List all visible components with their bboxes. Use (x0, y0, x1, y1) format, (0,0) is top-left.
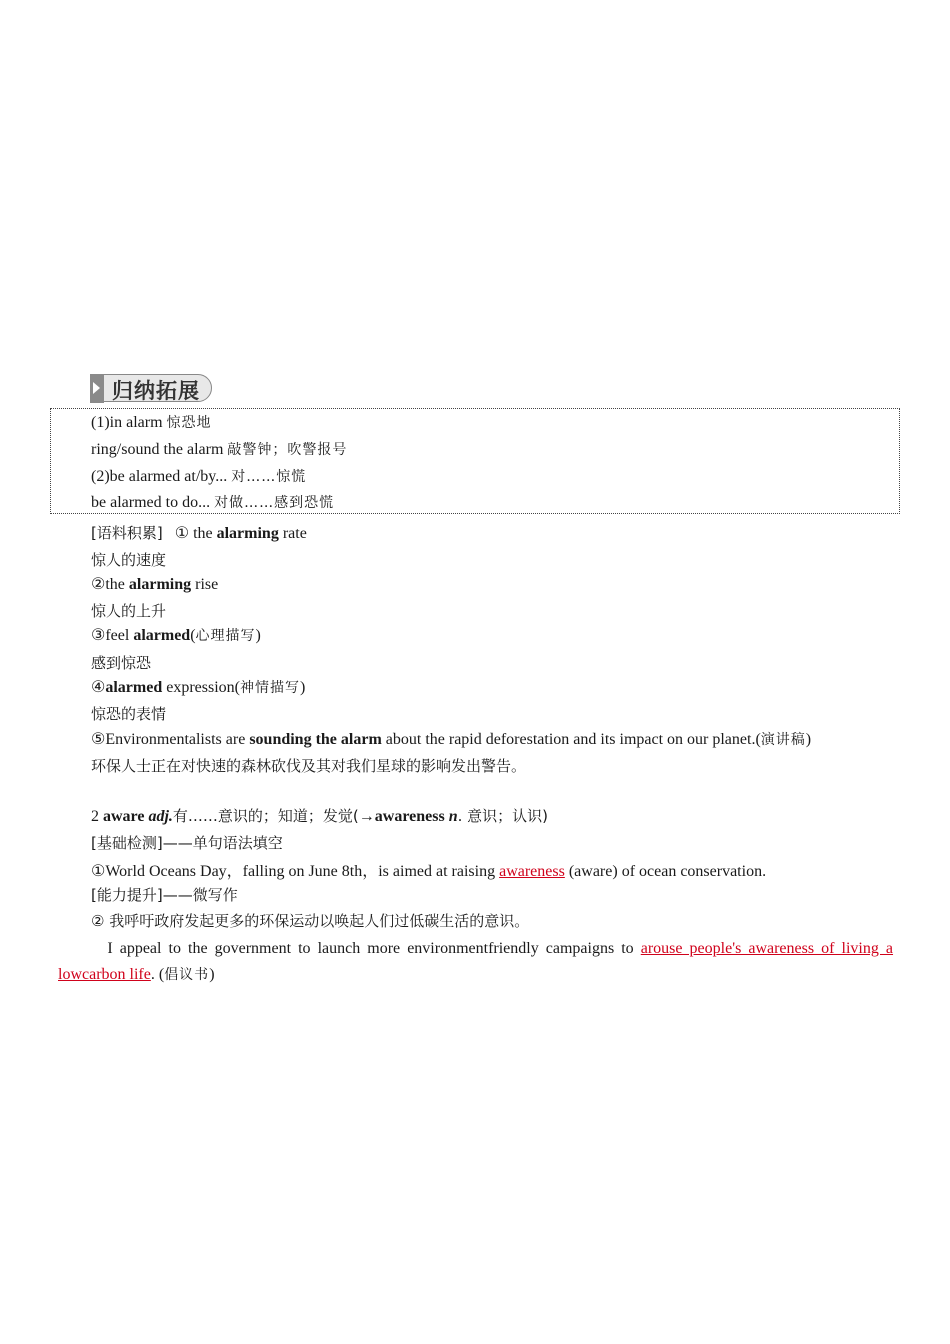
entry-2-derivative: awareness (374, 808, 445, 825)
ability-answer (58, 936, 893, 988)
corpus-example-2-pre: ②the (91, 576, 129, 593)
ability-tag: [能力提升] (91, 886, 163, 904)
section-header-title: 归纳拓展 (112, 379, 200, 403)
ability-instruction: ——微写作 (162, 886, 238, 904)
box-line-2-en: ring/sound the alarm (91, 441, 228, 458)
arrow-right-icon: → (358, 808, 375, 825)
ability-answer-close: ) (209, 966, 215, 983)
corpus-example-1 (91, 522, 307, 543)
box-line-2 (91, 439, 347, 459)
box-line-3 (91, 466, 306, 486)
entry-2-number: 2 (91, 808, 103, 825)
corpus-example-2-post: rise (191, 576, 219, 593)
play-triangle-icon (93, 382, 100, 394)
corpus-example-4-post: expression( (162, 679, 240, 696)
box-line-4-cn: 对做……感到恐慌 (214, 495, 335, 511)
corpus-example-2 (91, 574, 218, 594)
corpus-example-1-cn: 惊人的速度 (91, 551, 167, 569)
corpus-example-1-bold: alarming (216, 525, 279, 542)
entry-2-word: aware (103, 808, 145, 825)
corpus-example-5-pre: ⑤Environmentalists are (91, 731, 250, 748)
corpus-example-5-bold: sounding the alarm (249, 731, 382, 748)
entry-2-definition: 有……意识的；知道；发觉( (172, 807, 359, 825)
ability-answer-note: 倡议书 (164, 967, 210, 983)
basic-check-label (91, 832, 283, 853)
entry-2-pos: adj. (148, 808, 173, 825)
corpus-example-3-post: ( (190, 627, 196, 644)
corpus-example-5-post: about the rapid deforestation and its impact on our planet.( (381, 731, 761, 748)
corpus-example-5-note: 演讲稿 (760, 732, 806, 748)
box-line-3-en: (2)be alarmed at/by... (91, 468, 232, 485)
corpus-example-2-cn: 惊人的上升 (91, 602, 167, 620)
corpus-example-1-pre: ① the (174, 525, 217, 542)
corpus-example-5 (91, 729, 811, 749)
ability-answer-pre: I appeal to the government to launch more environmentfriendly campaigns to (107, 940, 641, 957)
corpus-example-5-close: ) (805, 731, 812, 748)
box-line-1-en: (1)in alarm (91, 414, 167, 431)
box-line-3-cn: 对……惊慌 (231, 469, 307, 485)
corpus-example-4-close: ) (299, 679, 306, 696)
basic-check-tag: [基础检测] (91, 834, 163, 852)
corpus-example-1-post: rate (278, 525, 307, 542)
corpus-example-3-close: ) (255, 627, 261, 644)
ability-answer-post: . ( (150, 966, 165, 983)
entry-2-derivative-pos: n (448, 808, 458, 825)
entry-2-heading (91, 805, 548, 826)
basic-check-question-pre: ①World Oceans Day，falling on June 8th，is aimed at raising (91, 863, 500, 880)
basic-check-question-post: (aware) of ocean conservation. (564, 863, 767, 880)
corpus-example-4 (91, 677, 305, 697)
section-header-marker (90, 374, 104, 403)
box-line-1-cn: 惊恐地 (166, 415, 212, 431)
entry-2-derivative-definition: . 意识；认识) (457, 807, 548, 825)
basic-check-instruction: ——单句语法填空 (162, 834, 283, 852)
corpus-example-3-note: 心理描写 (195, 628, 256, 644)
corpus-example-4-bold: alarmed (105, 679, 163, 696)
ability-answer-red: arouse people's awareness of living a lowcarbon life (58, 940, 894, 983)
corpus-example-5-cn: 环保人士正在对快速的森林砍伐及其对我们星球的影响发出警告。 (91, 757, 527, 775)
ability-label (91, 884, 238, 905)
corpus-label: [语料积累] (91, 524, 163, 542)
ability-prompt: ② 我呼吁政府发起更多的环保运动以唤起人们过低碳生活的意识。 (91, 912, 530, 930)
corpus-example-4-cn: 惊恐的表情 (91, 705, 167, 723)
box-line-4-en: be alarmed to do... (91, 494, 215, 511)
corpus-example-3-cn: 感到惊恐 (91, 654, 152, 672)
corpus-example-2-bold: alarming (128, 576, 192, 593)
corpus-example-3 (91, 625, 261, 645)
box-line-4 (91, 492, 334, 512)
corpus-example-3-pre: ③feel (91, 627, 134, 644)
box-line-1 (91, 412, 212, 432)
section-header (90, 374, 214, 402)
basic-check-answer: awareness (499, 863, 565, 880)
corpus-example-3-bold: alarmed (133, 627, 191, 644)
box-line-2-cn: 敲警钟；吹警报号 (227, 442, 348, 458)
basic-check-question (91, 858, 766, 881)
corpus-example-4-note: 神情描写 (239, 680, 300, 696)
corpus-example-4-pre: ④ (91, 679, 106, 696)
